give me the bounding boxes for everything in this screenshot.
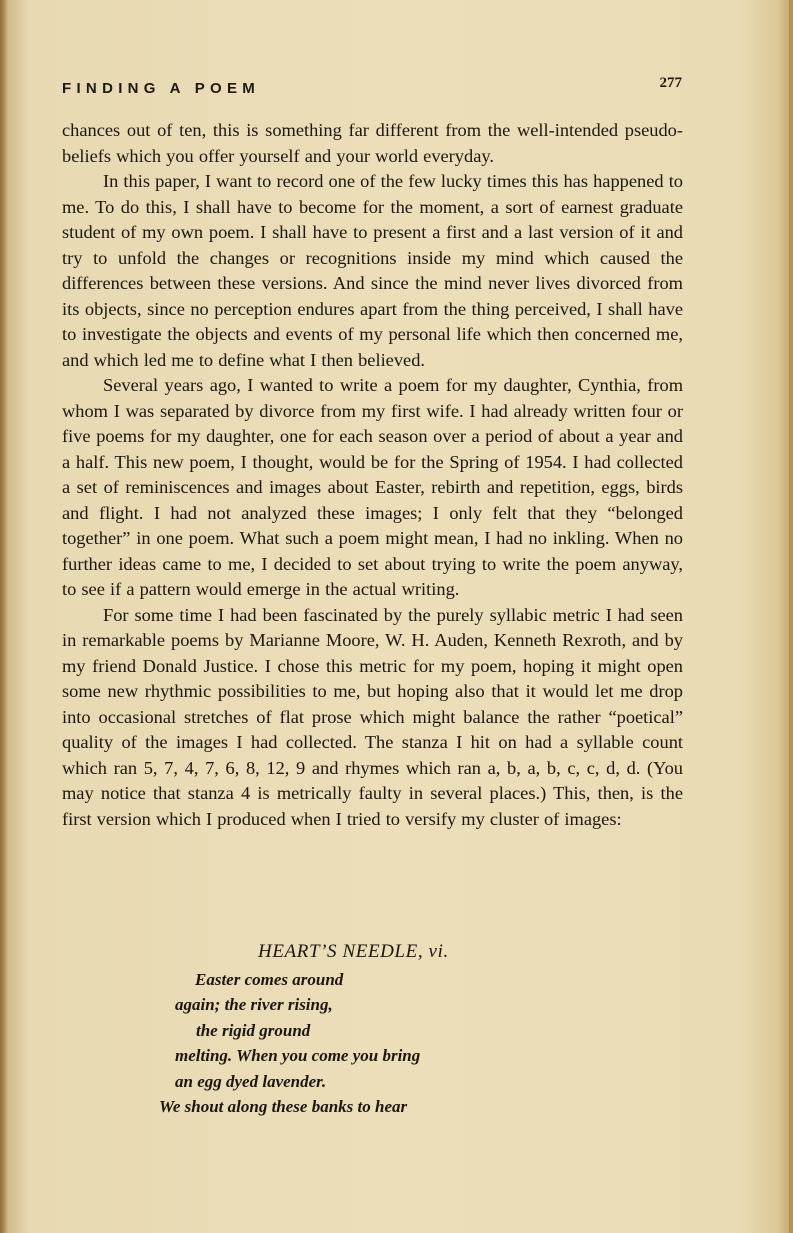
poem-line: We shout along these banks to hear — [159, 1097, 408, 1117]
paragraph: chances out of ten, this is something far different from the well-intended pseudo-beliefs which you offer yourself and your world everyday. — [62, 120, 683, 166]
poem-line: Easter comes around — [195, 970, 344, 989]
poem-stanza — [159, 967, 420, 1119]
poem-line: the rigid ground — [196, 1020, 311, 1040]
page-number: 277 — [659, 75, 682, 91]
page-edge — [789, 0, 793, 1233]
poem-line: melting. When you come you bring — [175, 1046, 421, 1066]
poem-line: an egg dyed lavender. — [175, 1071, 327, 1091]
spine-shadow — [0, 0, 8, 1233]
paragraph: For some time I had been fascinated by the purely syllabic metric I had seen in remarkable poems by Marianne Moore, W. H. Auden, Kenneth Rexroth, and by my friend Donald Justice. I chose this metric for my poem, hoping it might open some new rhythmic possibilities to me, but hoping also that it would let me drop into occasional stretches of flat prose which might balance the rather “poetical” quality of the images I had collected. The stanza I hit on had a syllable count which ran 5, 7, 4, 7, 6, 8, 12, 9 and rhymes which ran a, b, a, b, c, c, d, d. (You may notice that stanza 4 is metrically faulty in several places.) This, then, is the first version which I produced when I tried to versify my cluster of images: — [62, 604, 683, 829]
poem-title: HEART’S NEEDLE, vi. — [258, 941, 449, 962]
poem-line: again; the river rising, — [175, 995, 333, 1015]
paragraph: In this paper, I want to record one of the few lucky times this has happened to me. To do this, I shall have to become for the moment, a sort of earnest graduate student of my own poem. I shall have to present a first and a last version of it and try to unfold the changes or recognitions inside my mind which caused the differences between these versions. And since the mind never lives divorced from its objects, since no perception endures apart from the thing perceived, I shall have to investigate the objects and events of my personal life which then concerned me, and which led me to define what I then believed. — [62, 171, 683, 370]
running-head: FINDING A POEM — [62, 80, 261, 97]
body-text — [62, 118, 683, 832]
paragraph: Several years ago, I wanted to write a poem for my daughter, Cynthia, from whom I was separated by divorce from my first wife. I had already written four or five poems for my daughter, one for each season over a period of about a year and a half. This new poem, I thought, would be for the Spring of 1954. I had collected a set of reminiscences and images about Easter, rebirth and repetition, eggs, birds and flight. I had not analyzed these images; I only felt that they “belonged together” in one poem. What such a poem might mean, I had no inkling. When no further ideas came to me, I decided to set about trying to write the poem anyway, to see if a pattern would emerge in the actual writing. — [62, 375, 683, 599]
